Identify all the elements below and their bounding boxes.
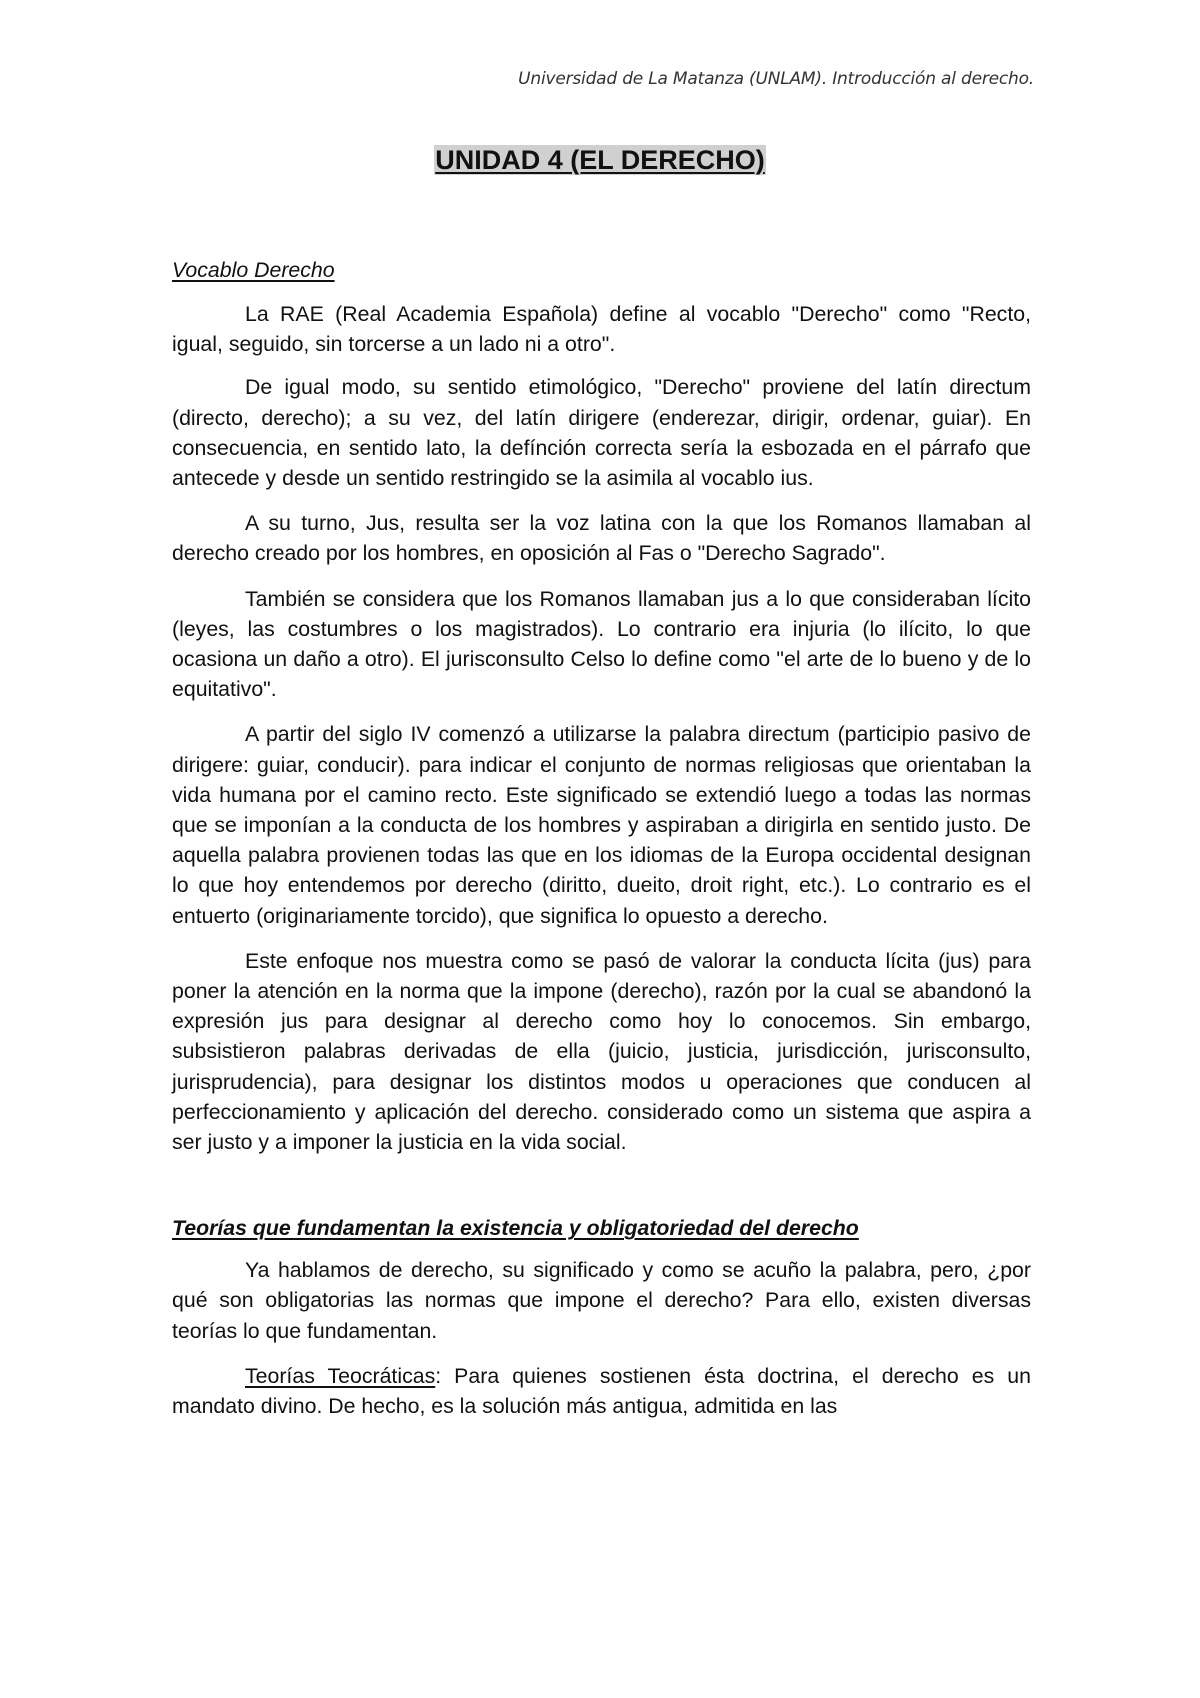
section-heading-vocablo: Vocablo Derecho	[172, 258, 335, 282]
section-heading-teorias: Teorías que fundamentan la existencia y obligatoriedad del derecho	[172, 1216, 859, 1241]
teorias-teocraticas-label: Teorías Teocráticas	[245, 1363, 436, 1388]
paragraph-vocablo-5: A partir del siglo IV comenzó a utilizarse la palabra directum (participio pasivo de dirigere: guiar, conducir). para indicar el conjunto de normas religiosas que orientaban la vida humana por el camino recto. Este significado se extendió luego a todas las normas que se imponían a la conducta de los hombres y aspiraban a dirigirla en sentido justo. De aquella palabra provienen todas las que en los idiomas de la Europa occidental designan lo que hoy entendemos por derecho (diritto, dueito, droit right, etc.). Lo contrario es el entuerto (originariamente torcido), que significa lo opuesto a derecho.	[172, 722, 1031, 928]
paragraph-vocablo-2: De igual modo, su sentido etimológico, "Derecho" proviene del latín directum (directo, derecho); a su vez, del latín dirigere (enderezar, dirigir, ordenar, guiar). En consecuencia, en sentido lato, la defínción correcta sería la esbozada en el párrafo que antecede y desde un sentido restringido se la asimila al vocablo ius.	[172, 375, 1031, 491]
running-header: Universidad de La Matanza (UNLAM). Introducción al derecho.	[518, 69, 1034, 89]
document-body	[172, 255, 1031, 1436]
document-title	[0, 143, 1200, 177]
document-title-text: UNIDAD 4 (EL DERECHO)	[435, 145, 765, 175]
paragraph-teorias-1: Ya hablamos de derecho, su significado y como se acuño la palabra, pero, ¿por qué son obligatorias las normas que impone el derecho? Para ello, existen diversas teorías lo que fundamentan.	[172, 1258, 1031, 1343]
paragraph-teorias-teocraticas	[172, 1361, 1031, 1421]
paragraph-vocablo-3: A su turno, Jus, resulta ser la voz latina con la que los Romanos llamaban al derecho creado por los hombres, en oposición al Fas o "Derecho Sagrado".	[172, 511, 1031, 566]
teorias-teocraticas-text: : Para quienes sostienen ésta doctrina, el derecho es un mandato divino. De hecho, es la solución más antigua, admitida en las	[172, 1363, 1031, 1419]
paragraph-vocablo-1: La RAE (Real Academia Española) define al vocablo "Derecho" como "Recto, igual, seguido, sin torcerse a un lado ni a otro".	[172, 302, 1031, 357]
paragraph-vocablo-6: Este enfoque nos muestra como se pasó de valorar la conducta lícita (jus) para poner la atención en la norma que la impone (derecho), razón por la cual se abandonó la expresión jus para designar al derecho como hoy lo conocemos. Sin embargo, subsistieron palabras derivadas de ella (juicio, justicia, jurisdicción, jurisconsulto, jurisprudencia), para designar los distintos modos u operaciones que conducen al perfeccionamiento y aplicación del derecho. considerado como un sistema que aspira a ser justo y a imponer la justicia en la vida social.	[172, 948, 1031, 1155]
paragraph-vocablo-4: También se considera que los Romanos llamaban jus a lo que consideraban lícito (leyes, las costumbres o los magistrados). Lo contrario era injuria (lo ilícito, lo que ocasiona un daño a otro). El jurisconsulto Celso lo define como "el arte de lo bueno y de lo equitativo".	[172, 586, 1031, 702]
